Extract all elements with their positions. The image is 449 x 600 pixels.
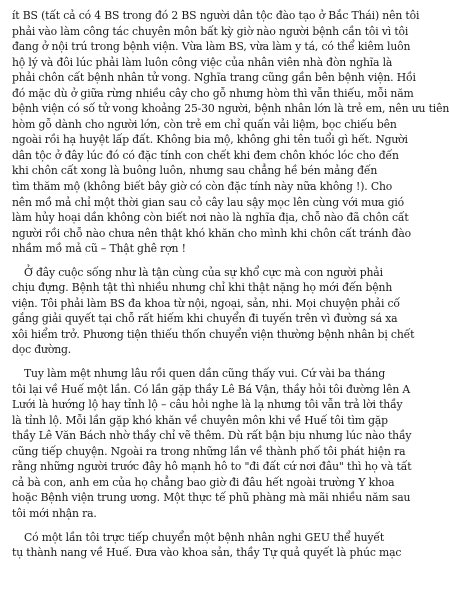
text-line: chịu đựng. Bệnh tật thì nhiều nhưng chỉ khi thật nặng họ mới đến bệnh [12,281,393,295]
text-line: Có một lần tôi trực tiếp chuyển một bệnh nhân nghi GEU thể huyết [24,530,385,544]
text-line: phải vào làm công tác chuyên môn bất kỳ giờ nào người bệnh cần tôi vì tôi [12,24,409,38]
text-line: tôi lại về Huế một lần. Có lần gặp thầy Lê Bá Vận, thầy hỏi tôi đường lên A [12,382,411,396]
text-line: gắng giải quyết tại chỗ rất hiếm khi chuyển đi tuyến trên vì đường sá xa [12,312,398,326]
paragraph-2 [12,265,415,358]
text-line: dọc đường. [12,343,72,357]
paragraph-1 [12,8,449,257]
text-line: phải chôn cất bệnh nhân tử vong. Nghĩa trang cũng gần bên bệnh viện. Hồi [12,71,416,85]
text-line: Lưới là hướng lộ hay tỉnh lộ – câu hỏi nghe là lạ nhưng tôi vẫn trả lời thầy [12,398,403,412]
text-line: cả bà con, anh em của họ chẳng bao giờ đi đâu hết ngoài trường Y khoa [12,475,395,489]
text-line: người rồi chỗ nào chưa nên thật khó khăn cho mình khi chôn cất tránh đào [12,226,412,240]
text-line: làm hủy hoại dần không còn biết nơi nào là nghĩa địa, chỗ nào đã chôn cất [12,211,409,225]
text-line: khi chôn cất xong là buông luôn, nhưng sau chẳng hề bén mảng đến [12,164,378,178]
text-line: đang ở nội trú trong bệnh viện. Vừa làm BS, vừa làm y tá, có thể kiêm luôn [12,40,411,54]
paragraph-4 [12,530,404,561]
text-line: rằng những người trước đây hô mạnh hô to "đi đất cứ nơi đâu" thì họ và tất [12,460,412,474]
text-line: dân tộc ở đây lúc đó có đặc tính con chết khi đem chôn khóc lóc cho đến [12,148,399,162]
text-line: hoặc Bệnh viện trung ương. Một thực tế phũ phàng mà mãi nhiều năm sau [12,491,411,505]
text-line: ngoài rồi hạ huyệt lấp đất. Không bia mộ, không ghi tên tuổi gì hết. Người [12,133,408,147]
text-line: thầy Lê Văn Bách nhờ thầy chỉ vẽ thêm. Dù rất bận bịu nhưng lúc nào thầy [12,429,412,443]
text-line: cũng tiếp chuyện. Ngoài ra trong những lần về thành phố tôi phát hiện ra [12,444,406,458]
text-line: hòm gỗ dành cho người lớn, còn trẻ em chỉ quấn vải liệm, bọc chiếu bên [12,117,397,131]
text-line: tìm thăm mộ (không biết bây giờ có còn đặc tính này nữa không !). Cho [12,180,393,194]
text-line: nên mồ mả chỉ một thời gian sau cỏ cây lau sậy mọc lên cùng với mưa gió [12,195,405,209]
text-line: viện. Tôi phải làm BS đa khoa từ nội, ngoại, sản, nhi. Mọi chuyện phải cố [12,296,400,310]
text-line: ít BS (tất cả có 4 BS trong đó 2 BS người dân tộc đào tạo ở Bắc Thái) nên tôi [12,9,420,22]
text-line: Ở đây cuộc sống như là tận cùng của sự khổ cực mà con người phải [24,265,383,279]
text-line: tụ thành nang về Huế. Đưa vào khoa sản, thầy Tự quả quyết là phúc mạc [12,546,402,560]
text-line: xôi hiểm trở. Phương tiện thiếu thốn chuyển viện thường bệnh nhân bị chết [12,327,415,341]
text-line: bệnh viện có số tử vong khoảng 25-30 người, bệnh nhân lớn là trẻ em, nên ưu tiên [12,102,449,116]
text-line: nhầm mồ mả cũ – Thật ghê rợn ! [12,242,186,256]
text-line: là tỉnh lộ. Mỗi lần gặp khó khăn về chuyên môn khi về Huế tôi tìm gặp [12,413,388,427]
text-line: Tuy làm mệt nhưng lâu rồi quen dần cũng thấy vui. Cứ vài ba tháng [24,367,386,381]
paragraph-3 [12,366,412,521]
text-line: đó mặc dù ở giữa rừng nhiều cây cho gỗ nhưng hòm thì vẫn thiếu, mỗi năm [12,86,414,100]
text-line: tôi mới nhận ra. [12,506,97,520]
text-line: hộ lý và đôi lúc phải làm luôn công việc của nhân viên nhà đòn nghĩa là [12,55,393,69]
